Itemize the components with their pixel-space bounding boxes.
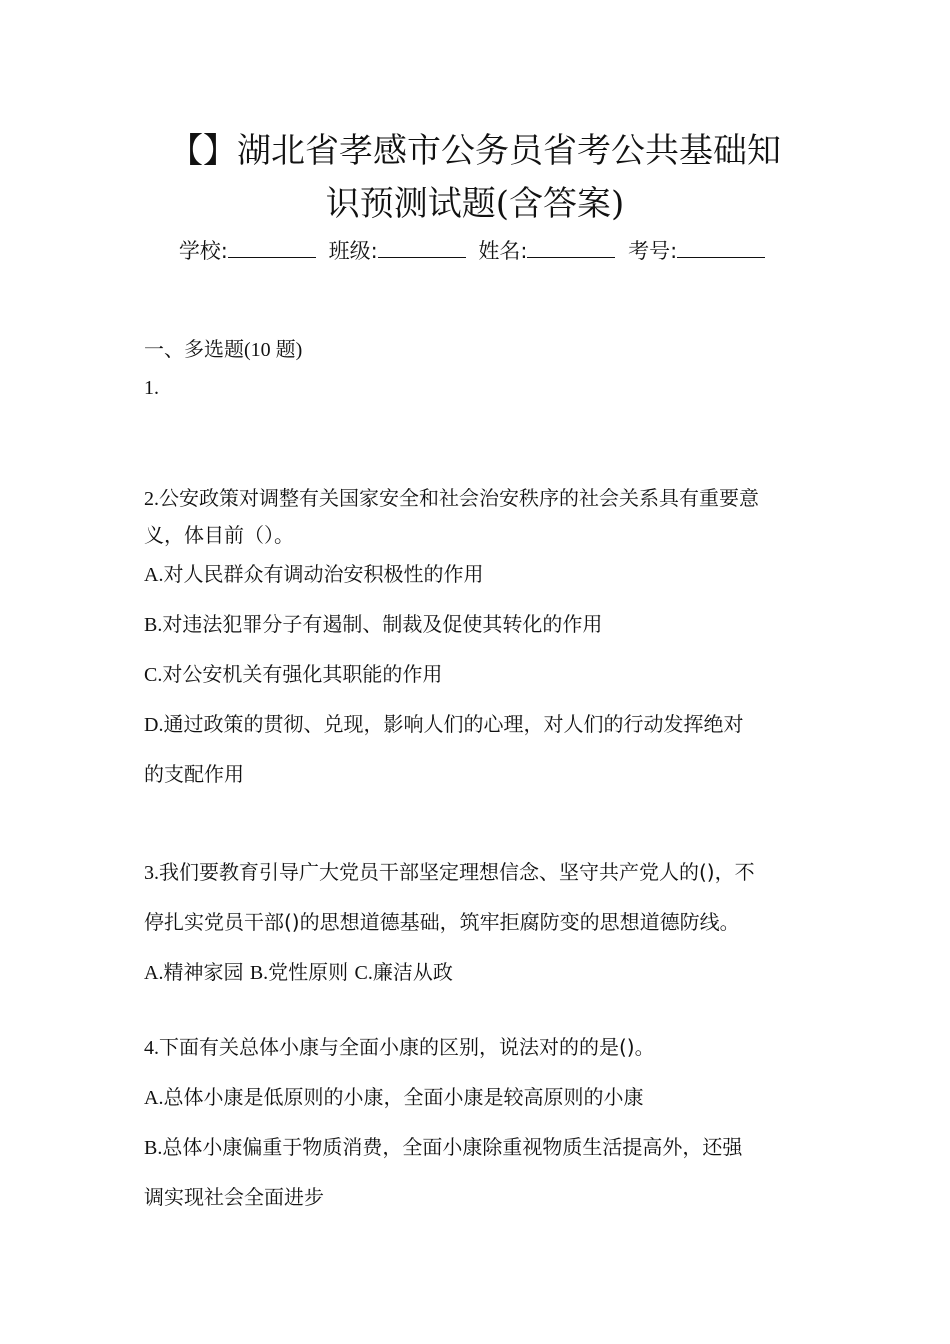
document-title-line-1: 【】湖北省孝感市公务员省考公共基础知	[169, 131, 781, 171]
question-4-option-b-line-1	[144, 1133, 742, 1162]
question-4-stem-text: 下面有关总体小康与全面小康的区别，说法对的的是()。	[159, 1035, 655, 1059]
option-letter: B.	[144, 614, 163, 636]
question-2-number: 2.	[144, 488, 159, 510]
option-text: 党性原则	[268, 960, 349, 984]
class-label: 班级:	[328, 239, 378, 263]
question-2-stem-text-1: 公安政策对调整有关国家安全和社会治安秩序的社会关系具有重要意	[159, 488, 759, 510]
option-text: 总体小康偏重于物质消费，全面小康除重视物质生活提高外，还强	[162, 1135, 743, 1159]
question-4-number: 4.	[144, 1037, 159, 1059]
option-text: 对人民群众有调动治安积极性的作用	[163, 562, 484, 586]
question-2-option-d-line-1	[144, 710, 743, 739]
question-2-option-c	[144, 660, 442, 689]
question-3-options	[144, 958, 453, 987]
student-info-row	[140, 236, 810, 266]
number-label: 考号:	[628, 239, 678, 263]
name-blank[interactable]	[527, 237, 615, 258]
option-letter: D.	[144, 714, 164, 736]
question-4-stem	[144, 1033, 655, 1062]
section-heading: 一、多选题(10 题)	[144, 339, 303, 361]
option-text: 总体小康是低原则的小康，全面小康是较高原则的小康	[163, 1085, 644, 1109]
question-3-number: 3.	[144, 862, 159, 884]
option-text: 廉洁从政	[372, 960, 453, 984]
option-letter: A.	[144, 1087, 164, 1109]
option-letter: A.	[144, 564, 164, 586]
option-letter: A.	[144, 962, 164, 984]
school-blank[interactable]	[228, 237, 316, 258]
name-label: 姓名:	[478, 239, 528, 263]
option-letter: C.	[144, 664, 163, 686]
question-3-stem-line-2: 停扎实党员干部()的思想道德基础，筑牢拒腐防变的思想道德防线。	[144, 910, 740, 934]
question-2-option-a	[144, 560, 483, 589]
question-4-option-b-line-2: 调实现社会全面进步	[144, 1185, 324, 1209]
number-blank[interactable]	[677, 237, 765, 258]
option-letter: B.	[144, 1137, 163, 1159]
question-2-option-b	[144, 610, 602, 639]
option-text: 精神家园	[163, 960, 244, 984]
school-label: 学校:	[178, 239, 228, 263]
class-blank[interactable]	[378, 237, 466, 258]
question-4-option-a	[144, 1083, 643, 1112]
question-3-stem-line-1	[144, 858, 755, 887]
question-2-stem-line-2: 义，体目前（）。	[144, 525, 294, 547]
question-2-option-d-line-2: 的支配作用	[144, 762, 244, 786]
option-text: 对违法犯罪分子有遏制、制裁及促使其转化的作用	[162, 612, 603, 636]
question-3-stem-text-1: 我们要教育引导广大党员干部坚定理想信念、坚守共产党人的()，不	[159, 860, 755, 884]
question-1-number: 1.	[144, 377, 159, 399]
option-letter: C.	[354, 962, 373, 984]
document-title-line-2: 识预测试题(含答案)	[325, 184, 625, 224]
option-text: 通过政策的贯彻、兑现，影响人们的心理，对人们的行动发挥绝对	[163, 712, 744, 736]
option-text: 对公安机关有强化其职能的作用	[162, 662, 443, 686]
option-letter: B.	[249, 962, 269, 984]
question-2-stem-line-1	[144, 485, 759, 513]
